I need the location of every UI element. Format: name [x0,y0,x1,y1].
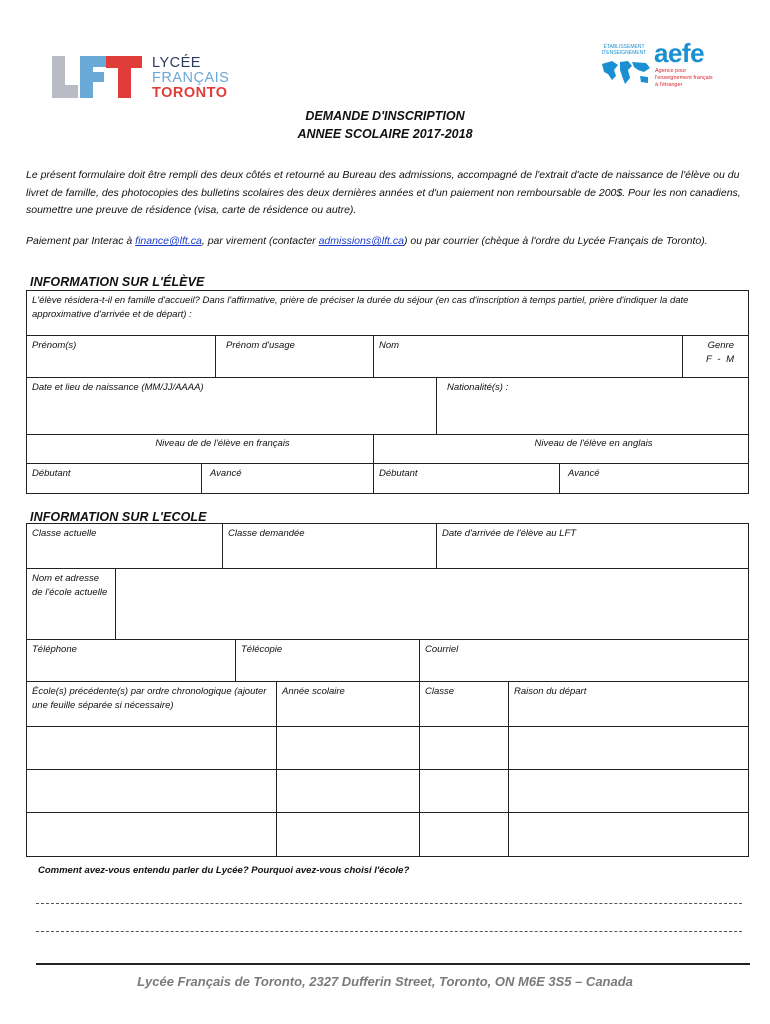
finance-email-link[interactable]: finance@lft.ca [135,235,202,247]
aefe-logo [598,40,728,100]
annee-scolaire-header [276,681,420,727]
lft-logo [50,54,250,102]
francais-debutant-option[interactable] [26,463,202,494]
nom-label: Nom [379,340,400,351]
answer-line-1[interactable] [36,903,742,904]
logo-line-lycee: LYCÉE [152,55,201,71]
ecole-row1-raison[interactable] [508,726,749,770]
anglais-debutant-label: Débutant [379,468,418,479]
logo-line-toronto: TORONTO [152,85,228,101]
ecole-row3-annee[interactable] [276,812,420,857]
section-heading-eleve: INFORMATION SUR L'ÉLÈVE [30,275,205,289]
logo-line-francais: FRANÇAIS [152,70,230,86]
naissance-field[interactable] [26,377,437,435]
classe-demandee-label: Classe demandée [228,528,305,539]
classe-actuelle-label: Classe actuelle [32,528,97,539]
ecole-row3-classe[interactable] [419,812,509,857]
source-question: Comment avez-vous entendu parler du Lycée? Pourquoi avez-vous choisi l'école? [38,865,410,876]
answer-line-2[interactable] [36,931,742,932]
naissance-label: Date et lieu de naissance (MM/JJ/AAAA) [32,382,204,393]
aefe-name: aefe [654,38,705,68]
payment-prefix: Paiement par Interac à [26,235,136,247]
courriel-field[interactable] [419,639,749,682]
classe-actuelle-field[interactable] [26,523,223,569]
niveau-francais-label: Niveau de de l'élève en français [155,438,290,449]
form-title-line1: DEMANDE D'INSCRIPTION [305,109,465,123]
anglais-avance-option[interactable] [559,463,749,494]
ecole-row2-annee[interactable] [276,769,420,813]
nom-adresse-field[interactable] [115,568,749,640]
niveau-anglais-label: Niveau de l'élève en anglais [534,438,653,449]
genre-field[interactable] [682,335,749,378]
raison-depart-label: Raison du départ [514,686,587,697]
classe-demandee-field[interactable] [222,523,437,569]
francais-debutant-label: Débutant [32,468,71,479]
nom-adresse-label-cell [26,568,116,640]
ecoles-precedentes-header [26,681,277,727]
ecole-row3-raison[interactable] [508,812,749,857]
host-family-question: L'élève résidera-t-il en famille d'accueil? Dans l'affirmative, prière de préciser la durée du séjour (en cas d'inscription à temps partiel, prière d'indiquer la date approximative d'arrivée et de départ) : [32,295,689,320]
aefe-small-text: ÉTABLISSEMENT D'ENSEIGNEMENT [601,44,647,56]
telecopie-field[interactable] [235,639,420,682]
footer-divider [36,963,750,965]
genre-label: Genre [707,340,734,351]
telecopie-label: Télécopie [241,644,283,655]
nationalite-field[interactable] [436,377,749,435]
payment-middle: , par virement (contacter [201,235,319,247]
ecole-row1-ecole[interactable] [26,726,277,770]
classe-header [419,681,509,727]
telephone-field[interactable] [26,639,236,682]
section-heading-ecole: INFORMATION SUR L'ECOLE [30,510,207,524]
courriel-label: Courriel [425,644,459,655]
prenoms-label: Prénom(s) [32,340,77,351]
classe-label: Classe [425,686,455,697]
ecole-row2-ecole[interactable] [26,769,277,813]
ecole-row2-classe[interactable] [419,769,509,813]
ecole-row3-ecole[interactable] [26,812,277,857]
intro-paragraph: Le présent formulaire doit être rempli des deux côtés et retourné au Bureau des admissions, accompagné de l'extrait d'acte de naissance de l'élève ou du livret de famille, des photocopies des bulletins scolaires des deux dernières années et d'un paiement non remboursable de 200$. Pour les non canadiens, soumettre une preuve de résidence (visa, carte de résidence ou autre). [26,169,741,216]
admissions-email-link[interactable]: admissions@lft.ca [318,235,404,247]
prenoms-field[interactable] [26,335,216,378]
aefe-subtitle: Agence pour l'enseignement français à l'étranger [655,68,713,88]
nom-field[interactable] [373,335,683,378]
francais-avance-option[interactable] [201,463,374,494]
prenom-usage-field[interactable] [215,335,374,378]
niveau-francais-header [26,434,374,464]
ecole-row1-classe[interactable] [419,726,509,770]
payment-suffix: ) ou par courrier (chèque à l'ordre du Lycée Français de Toronto). [403,235,708,247]
payment-line [26,233,766,249]
world-map-icon [598,58,652,88]
anglais-debutant-option[interactable] [373,463,560,494]
francais-avance-label: Avancé [210,468,242,479]
raison-depart-header [508,681,749,727]
ecoles-precedentes-label: École(s) précédente(s) par ordre chronologique (ajouter une feuille séparée si nécessaire) [32,686,267,711]
date-arrivee-field[interactable] [436,523,749,569]
ecole-row2-raison[interactable] [508,769,749,813]
niveau-anglais-header [373,434,749,464]
genre-options: F - M [706,353,734,365]
prenom-usage-label: Prénom d'usage [226,340,295,351]
telephone-label: Téléphone [32,644,77,655]
form-title [0,107,770,143]
anglais-avance-label: Avancé [568,468,600,479]
lft-logo-mark [50,54,146,100]
nationalite-label: Nationalité(s) : [447,382,509,393]
nom-adresse-label: Nom et adresse de l'école actuelle [32,573,108,598]
host-family-field[interactable] [26,290,749,336]
ecole-row1-annee[interactable] [276,726,420,770]
footer-address: Lycée Français de Toronto, 2327 Dufferin Street, Toronto, ON M6E 3S5 – Canada [137,974,633,989]
form-title-line2: ANNEE SCOLAIRE 2017-2018 [297,127,473,141]
date-arrivee-label: Date d'arrivée de l'élève au LFT [442,528,577,539]
annee-scolaire-label: Année scolaire [282,686,345,697]
